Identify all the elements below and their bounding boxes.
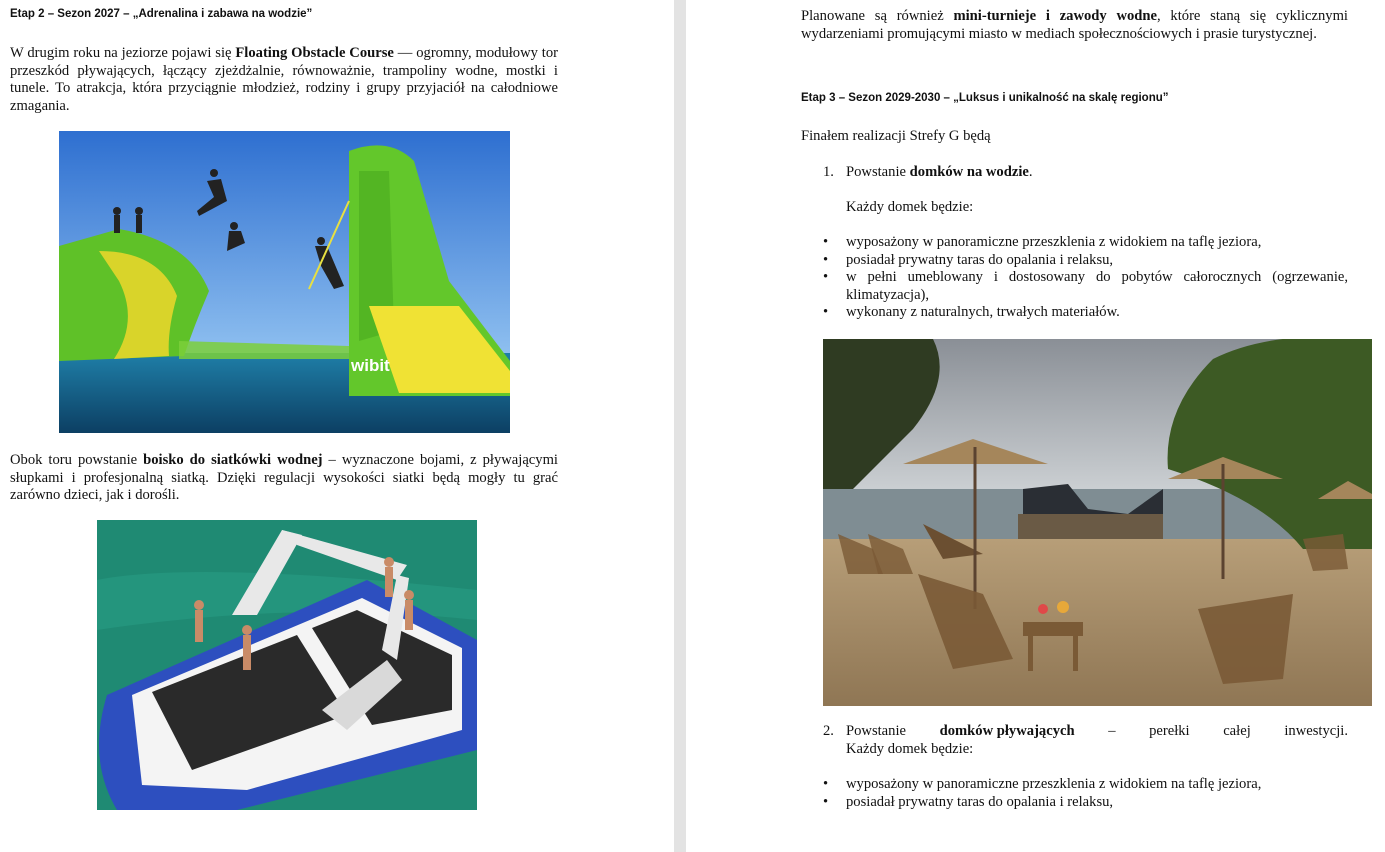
list-item-2-line2: Każdy domek będzie: [846, 741, 974, 757]
stage2-heading: Etap 2 – Sezon 2027 – „Adrenalina i zabawa na wodzie” [10, 8, 313, 20]
bullet-item: • wykonany z naturalnych, trwałych materiałów. [823, 304, 1120, 320]
beach-houses-image [823, 339, 1372, 706]
list-item-2-line1: Powstanie domków pływających – perełki całej inwestycji. [846, 723, 1348, 739]
bullet-icon: • [823, 234, 829, 250]
volleyball-court-image [97, 520, 477, 810]
bullet-icon: • [823, 269, 829, 285]
bullet-icon: • [823, 776, 829, 792]
page-gutter [674, 0, 686, 852]
list-item-1: Powstanie domków na wodzie. [846, 164, 1033, 180]
bullet-item: • wyposażony w panoramiczne przeszklenia z widokiem na taflę jeziora, [823, 776, 1262, 792]
wibit-logo-text: wibit [351, 356, 390, 375]
stage2-paragraph: W drugim roku na jeziorze pojawi się Floating Obstacle Course — ogromny, modułowy tor przeszkód pływających, łączący zjeżdżalnie, równoważnie, trampoliny wodne, mostki i tunele. To atrakcja, która przyciągnie młodzież, rodziny i grupy przyjaciół na całodniowe zmagania. [10, 45, 559, 114]
document-page-right [686, 0, 1385, 852]
list-number-2: 2. [823, 723, 834, 739]
volleyball-bold: boisko do siatkówki wodnej [143, 452, 323, 468]
bullet-icon: • [823, 794, 829, 810]
list-number-1: 1. [823, 164, 834, 180]
bullet-icon: • [823, 304, 829, 320]
water-houses-bold: domków na wodzie [909, 164, 1029, 180]
tournaments-paragraph: Planowane są również mini-turnieje i zawody wodne, które staną się cyklicznymi wydarzeniami promującymi miasto w mediach społecznościowych i prasie turystycznej. [801, 8, 1348, 42]
stage3-heading: Etap 3 – Sezon 2029-2030 – „Luksus i unikalność na skalę regionu” [801, 92, 1169, 104]
obstacle-course-bold: Floating Obstacle Course [235, 45, 394, 61]
bullet-item: • wyposażony w panoramiczne przeszklenia z widokiem na taflę jeziora, [823, 234, 1262, 250]
document-page-left [0, 0, 674, 852]
stage3-intro: Finałem realizacji Strefy G będą [801, 128, 991, 144]
bullet-item: • w pełni umeblowany i dostosowany do pobytów całorocznych (ogrzewanie, klimatyzacja), [823, 269, 1348, 303]
obstacle-course-image [59, 131, 510, 433]
floating-houses-bold: domków pływających [939, 723, 1075, 739]
tournaments-bold: mini-turnieje i zawody wodne [953, 8, 1158, 24]
bullet-icon: • [823, 252, 829, 268]
each-house-text: Każdy domek będzie: [846, 199, 974, 215]
bullet-item: • posiadał prywatny taras do opalania i relaksu, [823, 794, 1114, 810]
bullet-item: • posiadał prywatny taras do opalania i relaksu, [823, 252, 1114, 268]
volleyball-paragraph: Obok toru powstanie boisko do siatkówki wodnej – wyznaczone bojami, z pływającymi słupkami i profesjonalną siatką. Dzięki regulacji wysokości siatki będą mogły tu grać zarówno dzieci, jak i dorośli. [10, 452, 558, 504]
